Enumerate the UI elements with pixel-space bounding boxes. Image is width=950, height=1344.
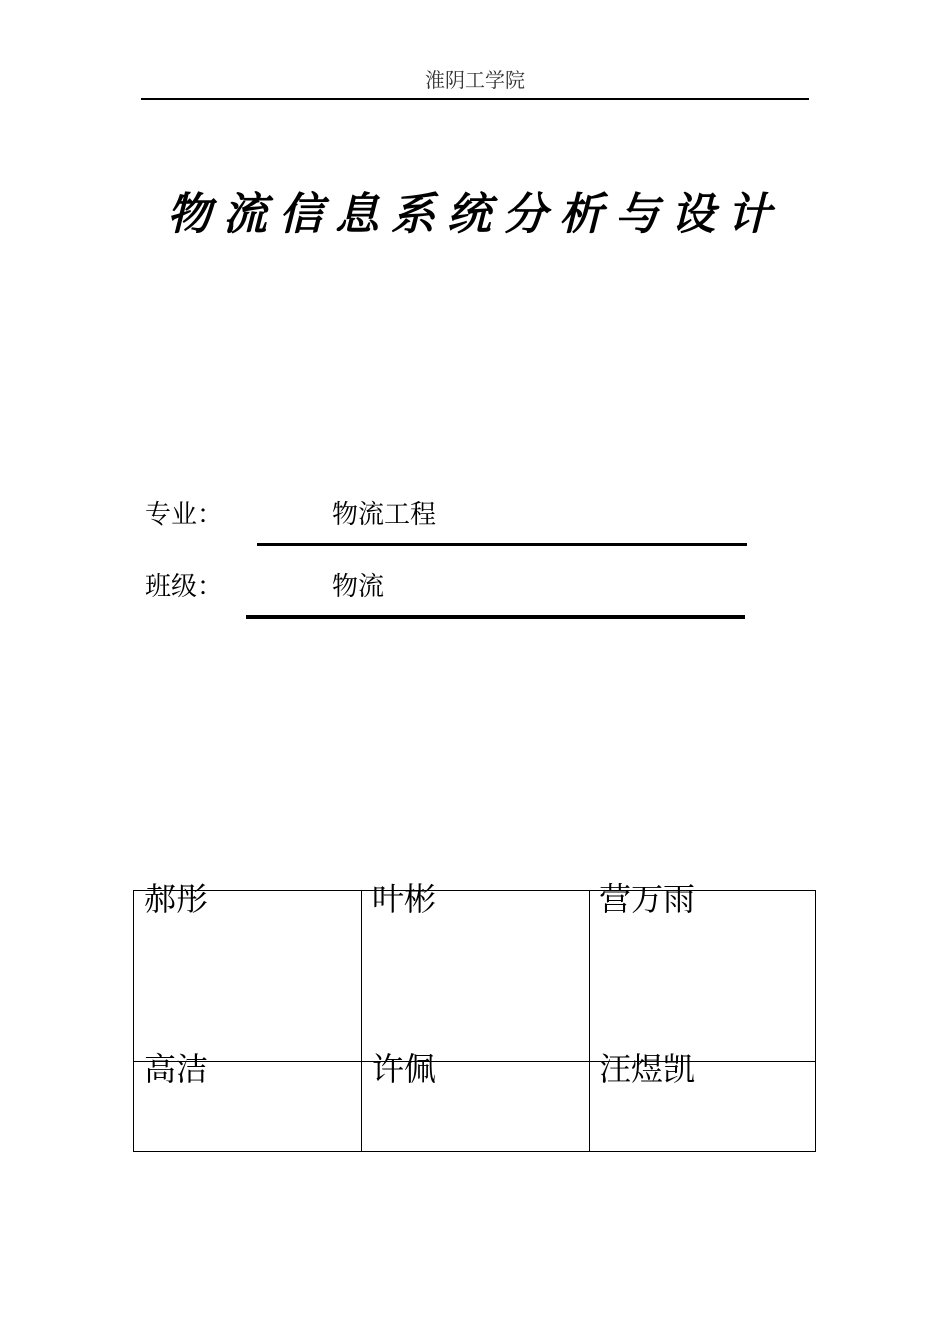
table-column-divider	[589, 891, 590, 1151]
member-name: 叶彬	[372, 880, 437, 918]
member-name: 许佩	[372, 1050, 437, 1088]
table-column-divider	[361, 891, 362, 1151]
class-underline	[246, 615, 745, 619]
major-underline	[257, 543, 747, 546]
member-name: 郝彤	[144, 880, 209, 918]
major-value: 物流工程	[332, 500, 437, 530]
member-name: 营万雨	[599, 880, 696, 918]
header-divider	[141, 98, 809, 100]
class-label: 班级：	[145, 572, 224, 602]
member-name: 汪煜凯	[599, 1050, 696, 1088]
member-name: 高洁	[144, 1050, 209, 1088]
major-label: 专业：	[145, 500, 224, 530]
member-table	[133, 880, 816, 1152]
class-value: 物流	[332, 572, 385, 602]
header-institution: 淮阴工学院	[425, 68, 525, 92]
table-row-divider	[134, 1061, 815, 1062]
document-title: 物流信息系统分析与设计	[167, 189, 783, 240]
